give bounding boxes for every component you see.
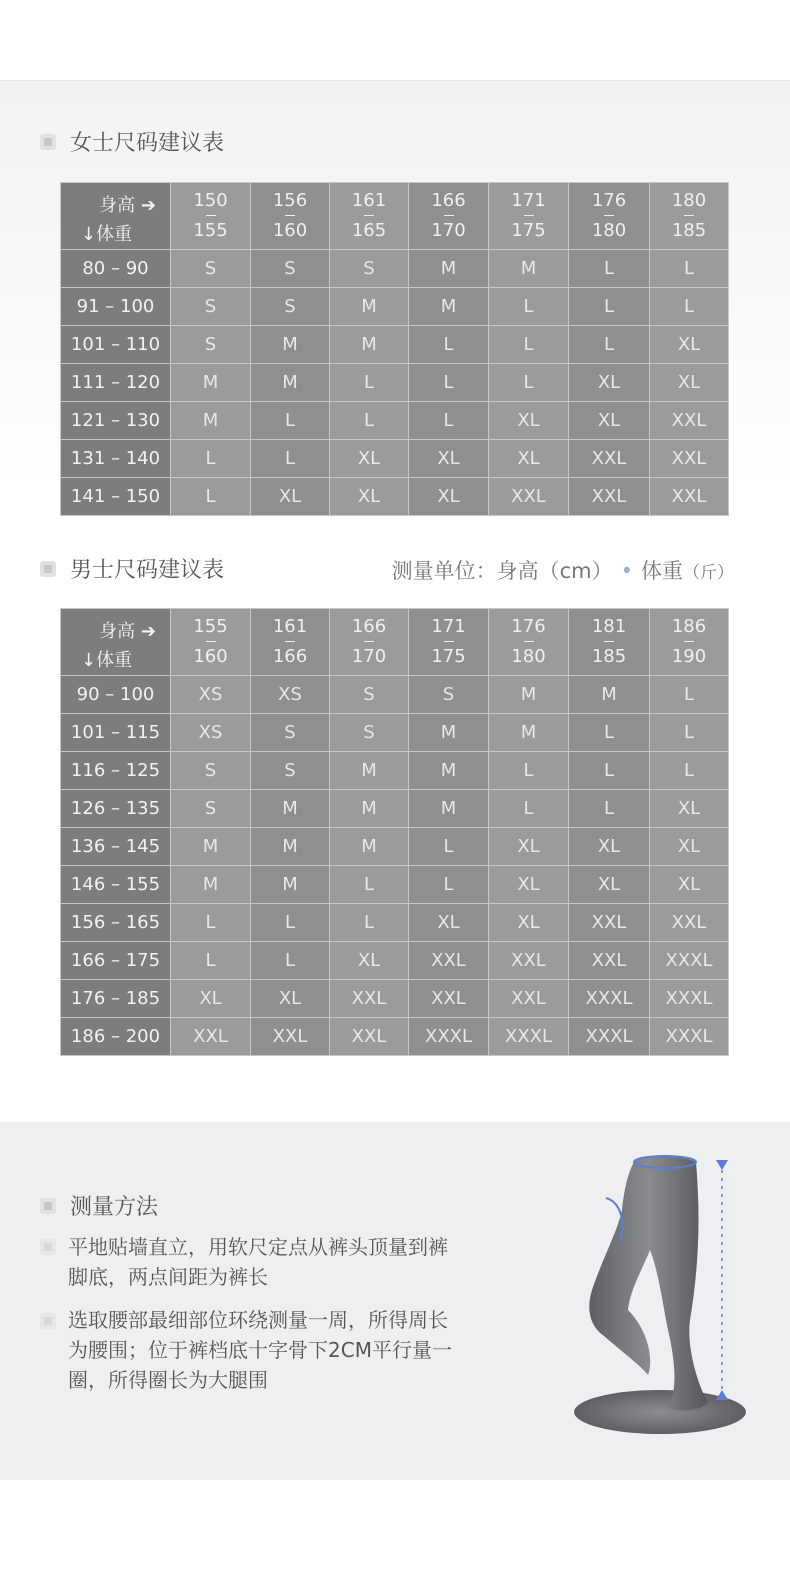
size-cell: L	[650, 714, 729, 752]
size-cell: L	[330, 866, 409, 904]
height-range-header	[650, 609, 729, 676]
weight-range-cell: 91 – 100	[61, 288, 171, 326]
height-min: 161	[351, 190, 387, 211]
size-cell: M	[251, 866, 330, 904]
height-max: 185	[671, 220, 707, 241]
weight-label: 体重	[96, 224, 133, 245]
size-cell: M	[171, 866, 251, 904]
height-min: 180	[671, 190, 707, 211]
size-cell: L	[251, 440, 330, 478]
size-cell: XXL	[650, 440, 729, 478]
women-title	[40, 126, 224, 157]
women-title-text: 女士尺码建议表	[70, 131, 225, 156]
size-cell: L	[251, 904, 330, 942]
height-max: 160	[272, 220, 308, 241]
size-cell: M	[409, 790, 489, 828]
height-range-header	[251, 609, 330, 676]
height-range-header	[569, 183, 650, 250]
size-cell: XXL	[569, 942, 650, 980]
men-size-table	[60, 608, 729, 1056]
range-dash	[524, 641, 534, 642]
size-cell: L	[489, 790, 569, 828]
arrow-down-icon	[716, 1160, 728, 1170]
range-dash	[604, 641, 614, 642]
height-range-header	[330, 609, 409, 676]
size-cell: S	[330, 676, 409, 714]
size-cell: XL	[251, 478, 330, 516]
weight-range-cell: 116 – 125	[61, 752, 171, 790]
size-cell: XXL	[489, 980, 569, 1018]
size-cell: XL	[489, 440, 569, 478]
size-cell: L	[330, 402, 409, 440]
arrow-up-icon	[716, 1390, 728, 1400]
size-cell: L	[489, 364, 569, 402]
size-cell: XL	[650, 866, 729, 904]
size-cell: XXL	[409, 942, 489, 980]
size-cell: XL	[650, 326, 729, 364]
height-min: 166	[351, 616, 387, 637]
size-cell: M	[251, 790, 330, 828]
size-cell: XS	[251, 676, 330, 714]
size-cell: L	[409, 828, 489, 866]
table-row	[61, 980, 729, 1018]
height-range-header	[251, 183, 330, 250]
size-cell: XXXL	[650, 942, 729, 980]
height-max: 180	[511, 646, 546, 667]
size-cell: XL	[650, 790, 729, 828]
height-range-header	[489, 183, 569, 250]
weight-range-cell: 90 – 100	[61, 676, 171, 714]
size-cell: S	[251, 752, 330, 790]
mannequin-legs	[589, 1156, 708, 1410]
height-max: 160	[193, 646, 228, 667]
weight-range-cell: 146 – 155	[61, 866, 171, 904]
table-row	[61, 676, 729, 714]
size-cell: L	[409, 866, 489, 904]
height-range-header	[330, 183, 409, 250]
size-cell: XXXL	[650, 980, 729, 1018]
weight-range-cell: 176 – 185	[61, 980, 171, 1018]
unit-note-height: 测量单位：身高（cm）	[391, 559, 613, 583]
size-cell: L	[650, 288, 729, 326]
size-cell: XL	[489, 828, 569, 866]
size-cell: S	[251, 288, 330, 326]
size-cell: M	[489, 250, 569, 288]
size-cell: L	[409, 402, 489, 440]
table-row	[61, 904, 729, 942]
size-cell: XL	[650, 364, 729, 402]
size-cell: XL	[569, 402, 650, 440]
measure-item-line: 为腰围；位于裤档底十字骨下2CM平行量一	[68, 1338, 452, 1362]
size-cell: L	[569, 714, 650, 752]
men-title-text: 男士尺码建议表	[70, 558, 225, 583]
size-cell: XXL	[489, 942, 569, 980]
size-cell: S	[171, 288, 251, 326]
size-cell: M	[171, 402, 251, 440]
height-range-header	[489, 609, 569, 676]
size-cell: M	[171, 828, 251, 866]
size-cell: L	[409, 364, 489, 402]
measure-title-text: 测量方法	[70, 1195, 159, 1220]
height-range-header	[650, 183, 729, 250]
arrow-right-icon: ➔	[140, 621, 156, 642]
range-dash	[364, 215, 374, 216]
unit-note-dot: •	[620, 559, 633, 583]
size-cell: XL	[489, 402, 569, 440]
size-cell: XL	[330, 942, 409, 980]
size-cell: L	[650, 676, 729, 714]
weight-range-cell: 80 – 90	[61, 250, 171, 288]
range-dash	[285, 641, 295, 642]
table-header-row	[61, 183, 729, 250]
size-cell: L	[409, 326, 489, 364]
size-cell: XXL	[650, 402, 729, 440]
unit-note-weight: 体重	[641, 559, 683, 583]
size-cell: L	[171, 904, 251, 942]
corner-header-cell	[61, 609, 171, 676]
size-cell: XL	[251, 980, 330, 1018]
size-cell: M	[251, 828, 330, 866]
size-cell: XXXL	[569, 980, 650, 1018]
table-row	[61, 288, 729, 326]
size-cell: XL	[569, 828, 650, 866]
table-row	[61, 1018, 729, 1056]
table-row	[61, 752, 729, 790]
height-min: 166	[431, 190, 466, 211]
size-cell: L	[171, 478, 251, 516]
size-cell: L	[569, 288, 650, 326]
size-cell: XS	[171, 714, 251, 752]
men-title	[40, 553, 224, 584]
size-cell: XL	[569, 866, 650, 904]
size-cell: XXL	[650, 904, 729, 942]
height-range-header	[409, 183, 489, 250]
height-min: 181	[591, 616, 627, 637]
size-cell: XXL	[569, 904, 650, 942]
corner-header-cell	[61, 183, 171, 250]
bullet-square-icon	[40, 134, 56, 150]
range-dash	[206, 641, 216, 642]
size-cell: M	[330, 790, 409, 828]
bullet-square-icon	[40, 1198, 56, 1214]
size-cell: L	[330, 364, 409, 402]
size-cell: XXL	[569, 440, 650, 478]
size-cell: L	[489, 326, 569, 364]
weight-label: 体重	[96, 650, 133, 671]
unit-note-jin: （斤）	[683, 563, 734, 583]
height-max: 185	[591, 646, 627, 667]
size-cell: M	[409, 250, 489, 288]
range-dash	[524, 215, 534, 216]
size-cell: S	[171, 326, 251, 364]
height-max: 165	[351, 220, 387, 241]
size-cell: M	[330, 828, 409, 866]
women-size-table	[60, 182, 729, 516]
size-cell: M	[330, 752, 409, 790]
weight-range-cell: 131 – 140	[61, 440, 171, 478]
size-cell: M	[330, 288, 409, 326]
size-cell: L	[251, 402, 330, 440]
weight-range-cell: 136 – 145	[61, 828, 171, 866]
table-row	[61, 942, 729, 980]
height-range-header	[569, 609, 650, 676]
size-cell: XXXL	[489, 1018, 569, 1056]
measure-item-waist	[68, 1305, 452, 1395]
size-cell: S	[171, 250, 251, 288]
bullet-square-icon	[40, 1239, 56, 1255]
size-cell: XL	[569, 364, 650, 402]
bullet-square-icon	[40, 561, 56, 577]
measure-item-line: 圈，所得圈长为大腿围	[68, 1368, 268, 1392]
height-min: 186	[671, 616, 707, 637]
size-cell: XL	[330, 440, 409, 478]
size-cell: XL	[489, 904, 569, 942]
height-min: 156	[272, 190, 308, 211]
mannequin-legs-illustration	[550, 1150, 760, 1450]
measure-item-line: 平地贴墙直立，用软尺定点从裤头顶量到裤	[68, 1235, 448, 1259]
table-row	[61, 402, 729, 440]
size-cell: L	[489, 752, 569, 790]
height-range-header	[171, 609, 251, 676]
size-cell: L	[650, 752, 729, 790]
table-row	[61, 714, 729, 752]
range-dash	[604, 215, 614, 216]
size-cell: XL	[330, 478, 409, 516]
range-dash	[444, 641, 454, 642]
arrow-right-icon: ➔	[140, 195, 156, 216]
size-cell: XXXL	[569, 1018, 650, 1056]
range-dash	[285, 215, 295, 216]
height-max: 175	[431, 646, 466, 667]
range-dash	[364, 641, 374, 642]
height-label: 身高	[99, 621, 136, 642]
size-cell: XXL	[251, 1018, 330, 1056]
weight-range-cell: 101 – 115	[61, 714, 171, 752]
size-cell: XL	[489, 866, 569, 904]
arrow-down-icon: ↓	[81, 224, 97, 245]
size-cell: XXL	[171, 1018, 251, 1056]
table-row	[61, 790, 729, 828]
size-cell: S	[251, 250, 330, 288]
height-min: 171	[431, 616, 466, 637]
height-min: 150	[193, 190, 228, 211]
weight-range-cell: 141 – 150	[61, 478, 171, 516]
range-dash	[684, 641, 694, 642]
size-cell: L	[650, 250, 729, 288]
size-cell: XXL	[489, 478, 569, 516]
height-min: 176	[591, 190, 627, 211]
size-cell: L	[251, 942, 330, 980]
measure-title	[40, 1190, 158, 1221]
size-cell: M	[489, 676, 569, 714]
table-row	[61, 440, 729, 478]
table-header-row	[61, 609, 729, 676]
height-min: 176	[511, 616, 546, 637]
height-max: 190	[671, 646, 707, 667]
height-max: 180	[591, 220, 627, 241]
height-max: 170	[431, 220, 466, 241]
table-row	[61, 250, 729, 288]
size-cell: S	[330, 714, 409, 752]
top-blank-bar	[0, 0, 790, 81]
height-range-header	[171, 183, 251, 250]
size-cell: XXL	[569, 478, 650, 516]
table-row	[61, 478, 729, 516]
height-max: 166	[272, 646, 308, 667]
size-cell: XXL	[650, 478, 729, 516]
size-cell: M	[171, 364, 251, 402]
size-cell: L	[569, 250, 650, 288]
size-cell: M	[330, 326, 409, 364]
weight-range-cell: 156 – 165	[61, 904, 171, 942]
size-cell: S	[171, 752, 251, 790]
size-cell: L	[489, 288, 569, 326]
size-cell: M	[569, 676, 650, 714]
table-row	[61, 866, 729, 904]
size-cell: L	[330, 904, 409, 942]
table-row	[61, 326, 729, 364]
size-cell: XXXL	[409, 1018, 489, 1056]
height-min: 171	[511, 190, 546, 211]
weight-range-cell: 166 – 175	[61, 942, 171, 980]
size-cell: M	[409, 288, 489, 326]
size-cell: S	[409, 676, 489, 714]
table-row	[61, 364, 729, 402]
range-dash	[444, 215, 454, 216]
size-cell: XL	[650, 828, 729, 866]
size-cell: M	[489, 714, 569, 752]
size-cell: XL	[171, 980, 251, 1018]
size-cell: XXL	[330, 980, 409, 1018]
height-max: 170	[351, 646, 387, 667]
measure-item-length	[68, 1232, 448, 1292]
weight-range-cell: 186 – 200	[61, 1018, 171, 1056]
size-cell: M	[251, 364, 330, 402]
height-range-header	[409, 609, 489, 676]
size-cell: XXXL	[650, 1018, 729, 1056]
weight-range-cell: 121 – 130	[61, 402, 171, 440]
measure-item-line: 选取腰部最细部位环绕测量一周，所得周长	[68, 1308, 448, 1332]
bullet-square-icon	[40, 1313, 56, 1329]
size-cell: S	[251, 714, 330, 752]
size-cell: XL	[409, 440, 489, 478]
size-cell: XL	[409, 904, 489, 942]
size-cell: L	[171, 942, 251, 980]
unit-note	[392, 555, 734, 585]
height-max: 155	[193, 220, 228, 241]
size-cell: L	[569, 790, 650, 828]
size-cell: XXL	[330, 1018, 409, 1056]
bottom-blank-bar	[0, 1480, 790, 1571]
measure-item-line: 脚底，两点间距为裤长	[68, 1265, 268, 1289]
height-min: 155	[193, 616, 228, 637]
size-cell: XL	[409, 478, 489, 516]
arrow-down-icon: ↓	[81, 650, 97, 671]
weight-range-cell: 101 – 110	[61, 326, 171, 364]
size-cell: M	[251, 326, 330, 364]
size-cell: M	[409, 714, 489, 752]
height-max: 175	[511, 220, 546, 241]
table-row	[61, 828, 729, 866]
size-cell: XS	[171, 676, 251, 714]
size-cell: L	[569, 326, 650, 364]
range-dash	[206, 215, 216, 216]
range-dash	[684, 215, 694, 216]
height-label: 身高	[99, 195, 136, 216]
weight-range-cell: 126 – 135	[61, 790, 171, 828]
size-cell: L	[569, 752, 650, 790]
size-cell: S	[330, 250, 409, 288]
size-cell: L	[171, 440, 251, 478]
size-cell: XXL	[409, 980, 489, 1018]
size-cell: S	[171, 790, 251, 828]
weight-range-cell: 111 – 120	[61, 364, 171, 402]
size-cell: M	[409, 752, 489, 790]
height-min: 161	[272, 616, 308, 637]
